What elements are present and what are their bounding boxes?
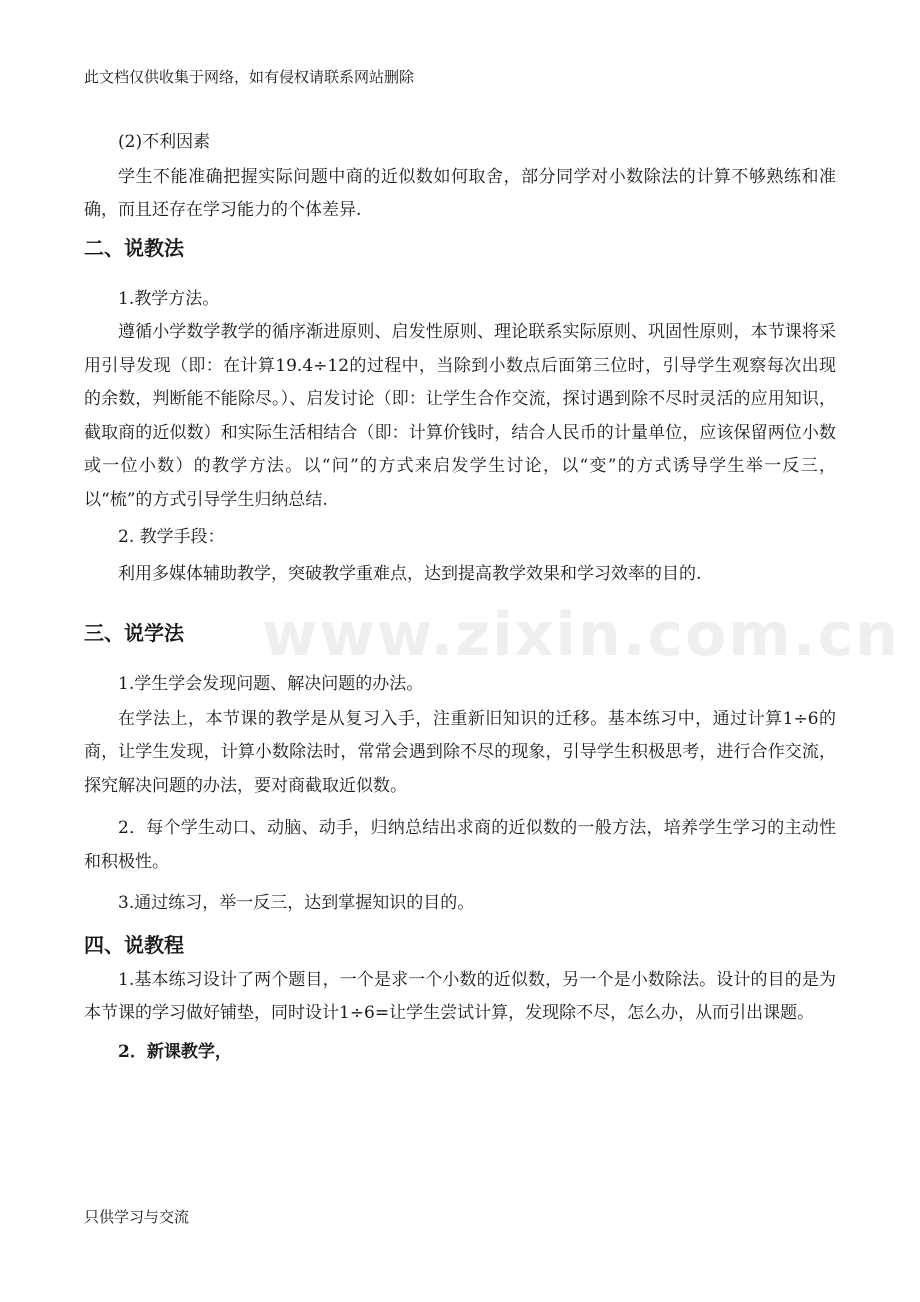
heading-learning-method: 三、说学法	[84, 620, 184, 645]
paragraph-learning-method: 在学法上，本节课的教学是从复习入手，注重新旧知识的迁移。基本练习中，通过计算1÷6的商，让学生发现，计算小数除法时，常常会遇到除不尽的现象，引导学生积极思考，进行合作交流，探究解决问题的办法，要对商截取近似数。	[84, 708, 836, 796]
watermark: www.zixin.com.cn	[262, 600, 900, 670]
paragraph-learning-method-2: 2．每个学生动口、动脑、动手，归纳总结出求商的近似数的一般方法，培养学生学习的主动性和积极性。	[84, 818, 836, 872]
item-teaching-method-title: 1.教学方法。	[118, 289, 220, 309]
heading-teaching-method: 二、说教法	[84, 236, 184, 260]
item-new-lesson-title: 2．新课教学，	[118, 1042, 232, 1062]
item-learning-method-title: 1.学生学会发现问题、解决问题的办法。	[118, 673, 424, 694]
header-disclaimer: 此文档仅供收集于网络，如有侵权请联系网站删除	[84, 68, 415, 86]
paragraph-unfavorable-factors: 学生不能准确把握实际问题中商的近似数如何取舍，部分同学对小数除法的计算不够熟练和准确，而且还存在学习能力的个体差异.	[84, 167, 836, 220]
subtitle-unfavorable-factors: (2)不利因素	[118, 132, 211, 152]
paragraph-learning-method-3: 3.通过练习，举一反三，达到掌握知识的目的。	[118, 893, 475, 913]
footer-note: 只供学习与交流	[84, 1208, 190, 1226]
heading-teaching-process: 四、说教程	[84, 933, 184, 957]
item-teaching-means-title: 2. 教学手段：	[118, 527, 225, 547]
paragraph-teaching-means: 利用多媒体辅助教学，突破教学重难点，达到提高教学效果和学习效率的目的.	[118, 564, 702, 584]
paragraph-teaching-process: 1.基本练习设计了两个题目，一个是求一个小数的近似数，另一个是小数除法。设计的目的是为本节课的学习做好铺垫，同时设计1÷6=让学生尝试计算，发现除不尽，怎么办，从而引出课题。	[84, 970, 836, 1023]
paragraph-teaching-method: 遵循小学数学教学的循序渐进原则、启发性原则、理论联系实际原则、巩固性原则，本节课将采用引导发现（即：在计算19.4÷12的过程中，当除到小数点后面第三位时，引导学生观察每次出现的余数，判断能不能除尽。）、启发讨论（即：让学生合作交流，探讨遇到除不尽时灵活的应用知识，截取商的近似数）和实际生活相结合（即：计算价钱时，结合人民币的计量单位，应该保留两位小数或一位小数）的教学方法。以“问”的方式来启发学生讨论，以“变”的方式诱导学生举一反三，以“梳”的方式引导学生归纳总结.	[84, 322, 836, 510]
document-body	[84, 126, 836, 1068]
